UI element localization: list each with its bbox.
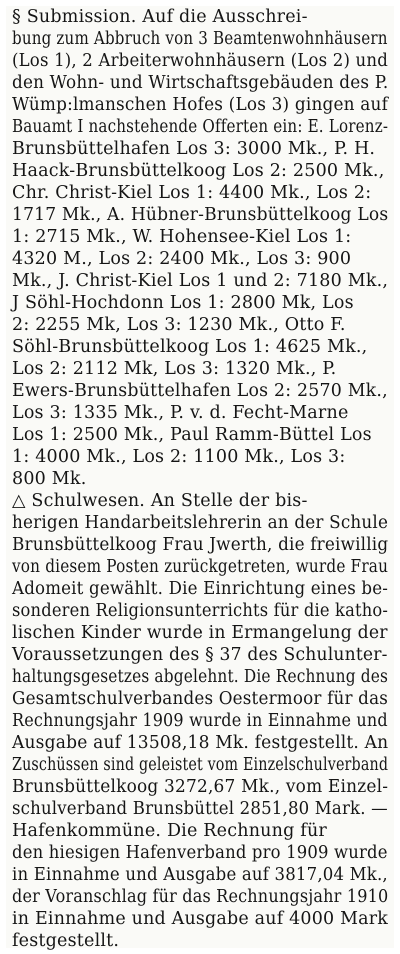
text-line: § Submission. Auf die Ausschrei- <box>12 7 308 27</box>
text-line: schulverband Brunsbüttel 2851,80 Mark. — <box>12 799 388 819</box>
text-line: Brunsbüttelkoog Frau Jwerth, die freiwillig <box>12 535 389 555</box>
text-line: festgestellt. <box>12 931 120 951</box>
text-line: Brunsbüttelhafen Los 3: 3000 Mk., P. H. <box>12 139 376 159</box>
text-line: (Los 1), 2 Arbeiterwohnhäusern (Los 2) und <box>12 51 388 71</box>
text-line: bung zum Abbruch von 3 Beamtenwohnhäusern <box>12 29 388 49</box>
text-line: Gesamtschulverbandes Oestermoor für das <box>12 689 389 709</box>
text-line: J Söhl-Hochdonn Los 1: 2800 Mk, Los <box>12 293 354 313</box>
text-line: in Einnahme und Ausgabe auf 3817,04 Mk., <box>12 865 388 885</box>
newspaper-clipping <box>6 6 394 951</box>
text-line: Brunsbüttelkoog 3272,67 Mk., vom Einzel- <box>12 777 389 797</box>
text-line: 800 Mk. <box>12 469 87 489</box>
text-line: Los 3: 1335 Mk., P. v. d. Fecht-Marne <box>12 403 349 423</box>
text-line: Rechnungsjahr 1909 wurde in Einnahme und <box>12 711 388 731</box>
text-line: Bauamt I nachstehende Offerten ein: E. Lorenz- <box>12 117 389 137</box>
text-line: herigen Handarbeitslehrerin an der Schule <box>12 513 389 533</box>
text-line: den Wohn- und Wirtschaftsgebäuden des P. <box>12 73 389 93</box>
text-line: haltungsgesetzes abgelehnt. Die Rechnung des <box>12 667 389 687</box>
text-line: Mk., J. Christ-Kiel Los 1 und 2: 7180 Mk., <box>12 271 389 291</box>
text-line: Los 2: 2112 Mk, Los 3: 1320 Mk., P. <box>12 359 337 379</box>
text-line: Los 1: 2500 Mk., Paul Ramm-Büttel Los <box>12 425 372 445</box>
text-line: lischen Kinder wurde in Ermangelung der <box>12 623 388 643</box>
text-line: in Einnahme und Ausgabe auf 4000 Mark <box>12 909 389 929</box>
text-line: 1717 Mk., A. Hübner-Brunsbüttelkoog Los <box>12 205 389 225</box>
text-line: Ewers-Brunsbüttelhafen Los 2: 2570 Mk., <box>12 381 388 401</box>
text-line: 4320 M., Los 2: 2400 Mk., Los 3: 900 <box>12 249 352 269</box>
text-line: Ausgabe auf 13508,18 Mk. festgestellt. An <box>12 733 389 753</box>
text-line: Voraussetzungen des § 37 des Schulunter- <box>12 645 388 665</box>
text-line: 1: 2715 Mk., W. Hohensee-Kiel Los 1: <box>12 227 352 247</box>
text-line: der Voranschlag für das Rechnungsjahr 1910 <box>12 887 389 907</box>
text-line: Söhl-Brunsbüttelkoog Los 1: 4625 Mk., <box>12 337 368 357</box>
text-line: 1: 4000 Mk., Los 2: 1100 Mk., Los 3: <box>12 447 346 467</box>
text-line: den hiesigen Hafenverband pro 1909 wurde <box>12 843 388 863</box>
text-line: von diesem Posten zurückgetreten, wurde Frau <box>12 557 389 577</box>
text-line: Hafenkommüne. Die Rechnung für <box>12 821 327 841</box>
text-line: Adomeit gewählt. Die Einrichtung eines be- <box>12 579 389 599</box>
text-line: 2: 2255 Mk, Los 3: 1230 Mk., Otto F. <box>12 315 346 335</box>
text-line: Wümp:lmanschen Hofes (Los 3) gingen auf <box>12 95 389 115</box>
text-line: Zuschüssen sind geleistet vom Einzelschulverband <box>12 755 389 775</box>
text-line: Chr. Christ-Kiel Los 1: 4400 Mk., Los 2: <box>12 183 372 203</box>
text-line: △ Schulwesen. An Stelle der bis- <box>12 491 308 511</box>
text-line: Haack-Brunsbüttelkoog Los 2: 2500 Mk., <box>12 161 385 181</box>
text-line: sonderen Religionsunterrichts für die katho- <box>12 601 389 621</box>
